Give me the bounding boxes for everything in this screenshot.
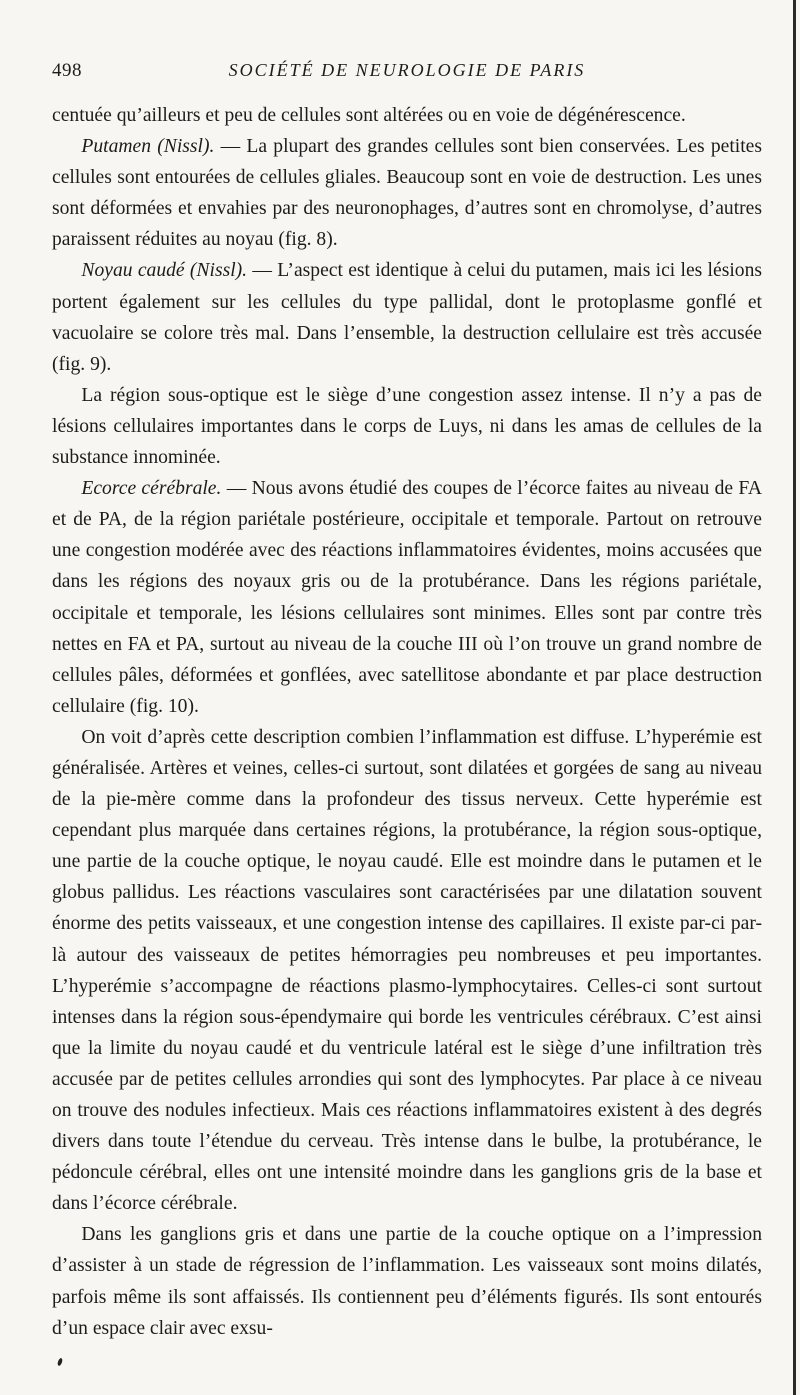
paragraph xyxy=(52,380,762,473)
paragraph-text: — L’aspect est identique à celui du putamen, mais ici les lésions portent également sur les cellules du type pallidal, dont le protoplasme gonflé et vacuolaire se colore très mal. Dans l’ensemble, la destruction cellulaire est très accusée (fig. 9). xyxy=(52,260,762,375)
section-lead: Noyau caudé (Nissl). xyxy=(81,260,248,282)
running-title: SOCIÉTÉ DE NEUROLOGIE DE PARIS xyxy=(228,60,586,80)
paragraph xyxy=(52,722,762,1220)
paragraph xyxy=(52,100,762,131)
paragraph-text: — Nous avons étudié des coupes de l’écorce faites au niveau de FA et de PA, de la région pariétale postérieure, occipitale et temporale. Partout on retrouve une congestion modérée avec des réactions inflammatoires évidentes, moins accusées que dans les régions des noyaux gris ou de la protubérance. Dans les régions pariétale, occipitale et temporale, les lésions cellulaires sont minimes. Elles sont par contre très nettes en FA et PA, surtout au niveau de la couche III où l’on trouve un grand nombre de cellules pâles, déformées et gonflées, avec satellitose abondante et par place destruction cellulaire (fig. 10). xyxy=(52,478,762,717)
paragraph-text: centuée qu’ailleurs et peu de cellules sont altérées ou en voie de dégénérescence. xyxy=(52,105,686,126)
paragraph xyxy=(52,1219,762,1343)
paragraph xyxy=(52,255,762,379)
paragraph-text: Dans les ganglions gris et dans une partie de la couche optique on a l’impression d’assister à un stade de régression de l’inflammation. Les vaisseaux sont moins dilatés, parfois même ils sont affaissés. Ils contiennent peu d’éléments figurés. Ils sont entourés d’un espace clair avec exsu- xyxy=(52,1224,762,1339)
body-text xyxy=(52,100,762,1344)
section-lead: Ecorce cérébrale. xyxy=(81,478,222,500)
paragraph-text: La région sous-optique est le siège d’une congestion assez intense. Il n’y a pas de lésions cellulaires importantes dans le corps de Luys, ni dans les amas de cellules de la substance innominée. xyxy=(52,384,762,469)
document-page xyxy=(52,60,762,1344)
paragraph xyxy=(52,473,762,722)
page-number: 498 xyxy=(52,60,82,81)
paragraph-text: — La plupart des grandes cellules sont bien conservées. Les petites cellules sont entourées de cellules gliales. Beaucoup sont en voie de destruction. Les unes sont déformées et envahies par des neuronophages, d’autres sont en chromolyse, d’autres paraissent réduites au noyau (fig. 8). xyxy=(52,136,762,251)
page-header xyxy=(52,60,762,88)
paragraph-text: On voit d’après cette description combien l’inflammation est diffuse. L’hyperémie est généralisée. Artères et veines, celles-ci surtout, sont dilatées et gorgées de sang au niveau de la pie-mère comme dans la profondeur des tissus nerveux. Cette hyperémie est cependant plus marquée dans certaines régions, la protubérance, la région sous-optique, une partie de la couche optique, le noyau caudé. Elle est moindre dans le putamen et le globus pallidus. Les réactions vasculaires sont caractérisées par une dilatation souvent énorme des petits vaisseaux, et une congestion intense des capillaires. Il existe par-ci par-là autour des vaisseaux de petites hémorragies peu nombreuses et peu importantes. L’hyperémie s’accompagne de réactions plasmo-lymphocytaires. Celles-ci sont surtout intenses dans la région sous-épendymaire qui borde les ventricules cérébraux. C’est ainsi que la limite du noyau caudé et du ventricule latéral est le siège d’une infiltration très accusée par de petites cellules arrondies qui sont des lymphocytes. Par place à ce niveau on trouve des nodules infectieux. Mais ces réactions inflammatoires existent à des degrés divers dans toute l’étendue du cerveau. Très intense dans le bulbe, la protubérance, le pédoncule cérébral, elles ont une intensité moindre dans les ganglions gris de la base et dans l’écorce cérébrale. xyxy=(52,726,762,1215)
section-lead: Putamen (Nissl). xyxy=(81,136,215,158)
page-edge-rule xyxy=(793,0,796,1395)
paragraph xyxy=(52,131,762,255)
ink-speck xyxy=(57,1358,63,1367)
